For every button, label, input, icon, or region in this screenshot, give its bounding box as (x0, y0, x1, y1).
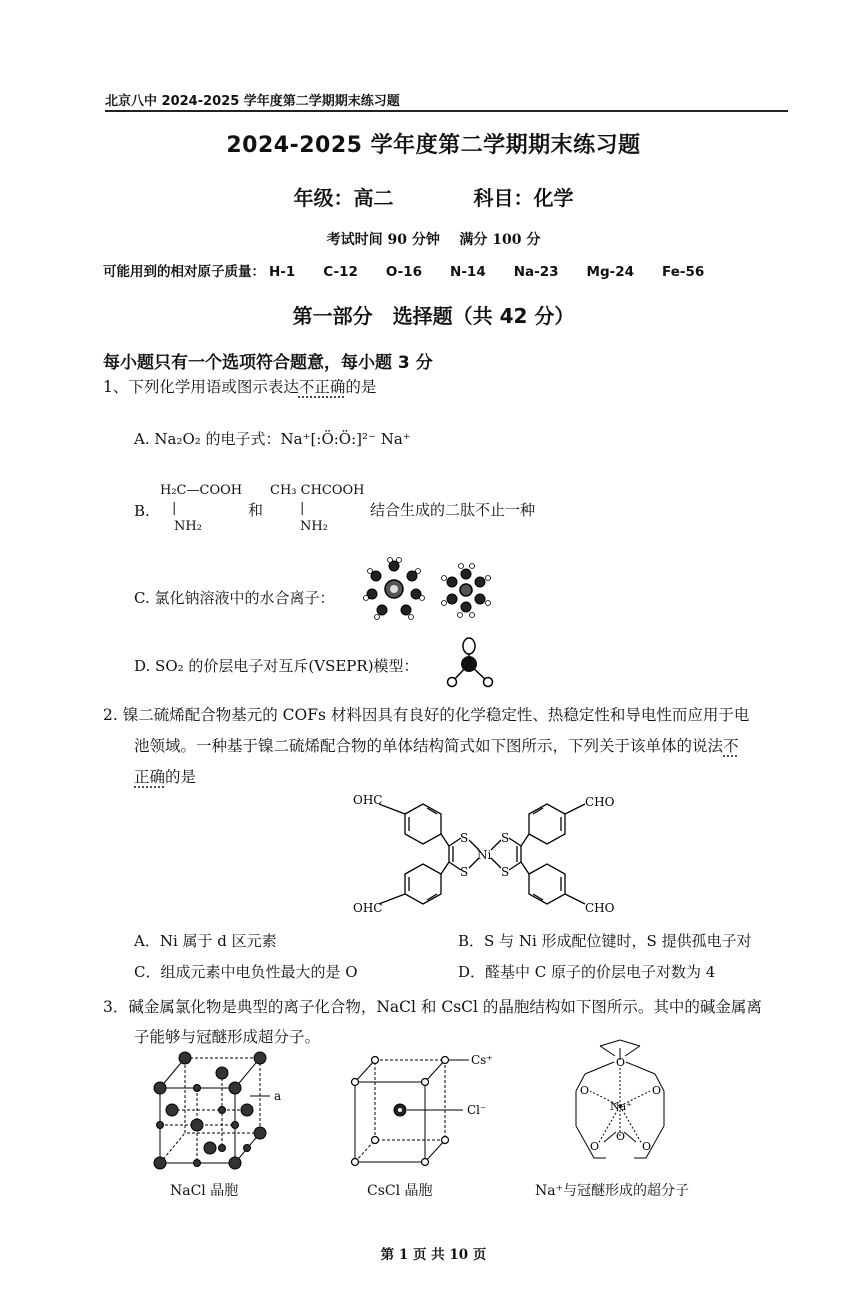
ohc-top-left: OHC (353, 793, 383, 807)
q1-option-a: A. Na₂O₂ 的电子式：Na⁺[:Ö:Ö:]²⁻ Na⁺ (134, 430, 411, 448)
instruction: 每小题只有一个选项符合题意，每小题 3 分 (103, 353, 433, 373)
crown-oxygen-label: O (616, 1130, 626, 1143)
emphasis: 不正确 (298, 378, 346, 396)
atomic-mass-item: N-14 (450, 264, 486, 280)
crown-oxygen-label: O (590, 1140, 600, 1153)
crown-sodium-label: Na⁺ (610, 1100, 632, 1113)
crown-caption: Na⁺与冠醚形成的超分子 (535, 1183, 689, 1199)
cho-bottom-right: CHO (585, 901, 615, 915)
hydrated-chloride-ion (364, 558, 425, 620)
header-divider (105, 110, 788, 112)
nacl-unit-cell-figure (140, 1048, 300, 1178)
cho-top-right: CHO (585, 795, 615, 809)
q2-option-c: C．组成元素中电负性最大的是 O (134, 963, 358, 981)
q3-stem-line-1: 3．碱金属氯化物是典型的离子化合物，NaCl 和 CsCl 的晶胞结构如下图所示。其中的碱金属离 (103, 998, 762, 1016)
vsepr-model-figure (442, 634, 502, 692)
emphasis: 正确 (134, 768, 166, 786)
atomic-mass-label: 可能用到的相对原子质量： (103, 264, 265, 280)
page-header: 北京八中 2024-2025 学年度第二学期期末练习题 (105, 94, 400, 109)
q2-option-a: A．Ni 属于 d 区元素 (134, 932, 277, 950)
exam-info: 考试时间 90 分钟 满分 100 分 (326, 232, 541, 248)
nickel-atom: Ni (477, 848, 492, 862)
crown-oxygen-label: O (652, 1084, 662, 1097)
q2-stem-line-1: 2. 镍二硫烯配合物基元的 COFs 材料因具有良好的化学稳定性、热稳定性和导电性而应用于电 (103, 706, 750, 724)
cscl-caption: CsCl 晶胞 (367, 1183, 433, 1199)
atomic-mass-item: Na-23 (513, 264, 559, 280)
nacl-pointer-label: a (274, 1089, 282, 1103)
crown-oxygen-label: O (642, 1140, 652, 1153)
q1-b-text: 结合生成的二肽不止一种 (370, 501, 536, 519)
cscl-unit-cell-figure (345, 1052, 505, 1172)
q1-stem: 1、下列化学用语或图示表达不正确的是 (103, 378, 377, 396)
q1-b-formula-1: H₂C—COOH | NH₂ (160, 483, 243, 534)
sulfur-atom: S (460, 831, 469, 845)
hydrated-ions-figure (362, 556, 502, 624)
atomic-mass-item: Fe-56 (662, 264, 705, 280)
sulfur-atom: S (460, 865, 469, 879)
q1-option-c: C. 氯化钠溶液中的水合离子： (134, 589, 335, 607)
nacl-caption: NaCl 晶胞 (170, 1183, 239, 1199)
crown-oxygen-label: O (580, 1084, 590, 1097)
q2-option-d: D．醛基中 C 原子的价层电子对数为 4 (458, 963, 716, 981)
atomic-mass-item: H-1 (269, 264, 296, 280)
ohc-bottom-left: OHC (353, 901, 383, 915)
emphasis: 不 (723, 737, 739, 755)
hydrated-sodium-ion (442, 564, 491, 618)
q1-option-b-label: B. (134, 502, 150, 520)
part-title: 第一部分 选择题（共 42 分） (292, 304, 575, 328)
q1-b-and: 和 (248, 501, 264, 519)
grade-subject-line (0, 182, 867, 211)
q2-option-b: B．S 与 Ni 形成配位键时，S 提供孤电子对 (458, 932, 752, 950)
atomic-mass-line (103, 260, 732, 280)
sulfur-atom: S (501, 865, 510, 879)
page-footer: 第 1 页 共 10 页 (380, 1247, 487, 1263)
q1-b-formula-2: CH₃ CHCOOH | NH₂ (270, 483, 365, 534)
q2-stem-line-2: 池领域。一种基于镍二硫烯配合物的单体结构简式如下图所示，下列关于该单体的说法不 (134, 737, 739, 755)
atomic-mass-item: O-16 (385, 264, 423, 280)
subject-label: 科目：化学 (473, 186, 574, 210)
nickel-dithiolene-structure (345, 786, 625, 922)
page-title: 2024-2025 学年度第二学期期末练习题 (226, 133, 641, 158)
q3-stem-line-2: 子能够与冠醚形成超分子。 (134, 1028, 321, 1046)
crown-oxygen-label: O (616, 1056, 626, 1069)
grade-label: 年级：高二 (293, 186, 394, 210)
chloride-ion-label: Cl⁻ (467, 1103, 487, 1117)
q1-option-d: D. SO₂ 的价层电子对互斥(VSEPR)模型： (134, 657, 419, 675)
atomic-mass-item: Mg-24 (586, 264, 635, 280)
atomic-mass-item: C-12 (323, 264, 358, 280)
crown-ether-figure (560, 1036, 690, 1176)
sulfur-atom: S (501, 831, 510, 845)
cesium-ion-label: Cs⁺ (471, 1053, 493, 1067)
q2-stem-line-3: 正确的是 (134, 768, 197, 786)
